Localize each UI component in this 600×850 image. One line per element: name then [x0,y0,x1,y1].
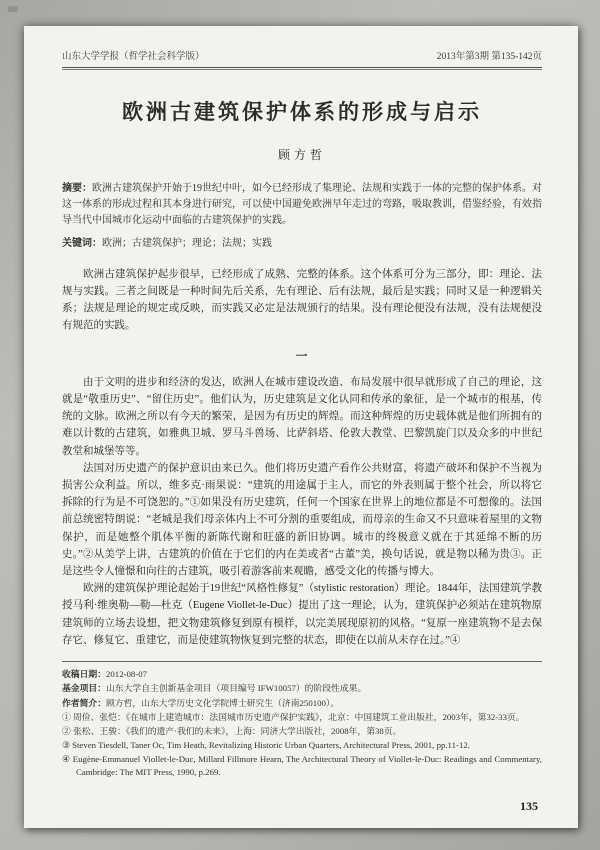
header-rule [62,69,542,70]
body-paragraph: 由于文明的进步和经济的发达，欧洲人在城市建设改造、布局发展中很早就形成了自己的理论，这就是“敬重历史”、“留住历史”。他们认为，历史建筑是文化认同和传承的象征，是一个城市的根基，传统的文脉。欧洲之所以有今天的繁荣，是因为有历史的辉煌。而这种辉煌的历史载体就是他们所拥有的难以计数的古建筑，如雅典卫城、罗马斗兽场、比萨斜塔、伦敦大教堂、巴黎凯旋门以及众多的中世纪教堂和城堡等等。 [62,376,542,457]
abstract-label: 摘要： [62,183,92,194]
journal-name: 山东大学学报（哲学社会科学版） [62,52,205,62]
fund-label: 基金项目： [62,683,106,694]
footnote-rule [62,661,542,662]
scan-artifact [8,6,18,12]
received-label: 收稿日期： [62,669,106,680]
journal-header [62,48,542,68]
received-value: 2012-08-07 [106,669,148,680]
keywords-block [62,236,542,252]
intro-paragraph: 欧洲古建筑保护起步很早，已经形成了成熟、完整的体系。这个体系可分为三部分，即：理论、法规与实践。三者之间既是一种时间先后关系，先有理论、后有法规，最后是实践；同时又是一种逻辑关系；法规是理论的规定或反映，而实践又必定是法规颁行的结果。没有理论便没有法规，没有法规便没有规范的实践。 [62,268,542,332]
issue-info: 2013年第3期 第135-142页 [436,52,542,62]
fund-value: 山东大学自主创新基金项目（项目编号 IFW10057）的阶段性成果。 [106,683,367,694]
bio-value: 顾方哲，山东大学历史文化学院博士研究生（济南250100）。 [106,697,340,708]
received-date-line [62,668,542,681]
page-content [24,26,578,828]
body-paragraph: 法国对历史遗产的保护意识由来已久。他们将历史遗产看作公共财富，将遗产破坏和保护不当视为损害公众利益。所以，维多克·雨果说：“建筑的用途属于主人，而它的外表则属于整个社会，所以将它拆除的行为是不可饶恕的。”①如果没有历史建筑，任何一个国家在世界上的地位都是不可想像的。法国前总统密特朗说：“老城是我们母亲体内上不可分割的重要组成，而母亲的生命又不只意味着屋里的文物保护，而是她整个肌体平衡的新陈代谢和旺盛的新旧协调。城市的终极意义就在于其延绵不断的历史。”②从美学上讲，古建筑的价值在于它们的内在美或者“古董”美，换句话说，就是物以稀为贵③。正是这些令人憧憬和向往的古建筑，吸引着游客前来观瞻，感受文化的传播与博大。 [62,462,542,578]
keywords-label: 关键词： [62,237,102,249]
abstract-text: 欧洲古建筑保护开始于19世纪中叶，如今已经形成了集理论、法规和实践于一体的完整的保护体系。对这一体系的形成过程和其本身进行研究，可以使中国避免欧洲早年走过的弯路，吸取教训，借鉴经验，有效指导当代中国城市化运动中面临的古建筑保护的实践。 [62,183,542,227]
paper-page [24,26,578,828]
author-name: 顾方哲 [277,148,326,162]
section-marker: 一 [295,348,309,363]
footnote-item: ④ Eugène-Emmanuel Viollet-le-Duc, Millard Fillmore Hearn, The Architectural Theory of Viollet-le-Duc: Readings and Commentary, Cambridge: The MIT Press, 1990, p.269. [62,754,542,778]
bio-line [62,697,542,710]
footnote-item: ② 张松、王骏：《我们的遗产·我们的未来》，上海：同济大学出版社，2008年，第38页。 [62,725,402,736]
fund-line [62,682,542,695]
page-title: 欧洲古建筑保护体系的形成与启示 [122,100,482,124]
abstract-block [62,181,542,230]
bio-label: 作者简介： [62,697,106,708]
body-paragraph: 欧洲的建筑保护理论起始于19世纪“风格性修复”（stylistic restoration）理论。1844年，法国建筑学教授马利·维奥勒—勒—杜克（Eugene Viollet-le-Duc）提出了这一理论，认为，建筑保护必须站在建筑物原建筑师的立场去设想，把文物建筑修复到原有模样，以完美展现原初的风格。“复原一座建筑物不是去保存它、修复它、重建它，而是使建筑物恢复到完整的状态，即使在以前从未存在过。”④ [62,583,542,646]
footnote-item: ③ Steven Tiesdell, Taner Oc, Tim Heath, Revitalizing Historic Urban Quarters, Architectural Press, 2001, pp.11-12. [62,740,470,751]
footnote-item: ① 周俭、张恺：《在城市上建造城市：法国城市历史遗产保护实践》，北京：中国建筑工业出版社，2003年，第32-33页。 [62,711,525,722]
keywords-text: 欧洲；古建筑保护；理论；法规；实践 [102,237,272,249]
page-number: 135 [520,799,538,813]
